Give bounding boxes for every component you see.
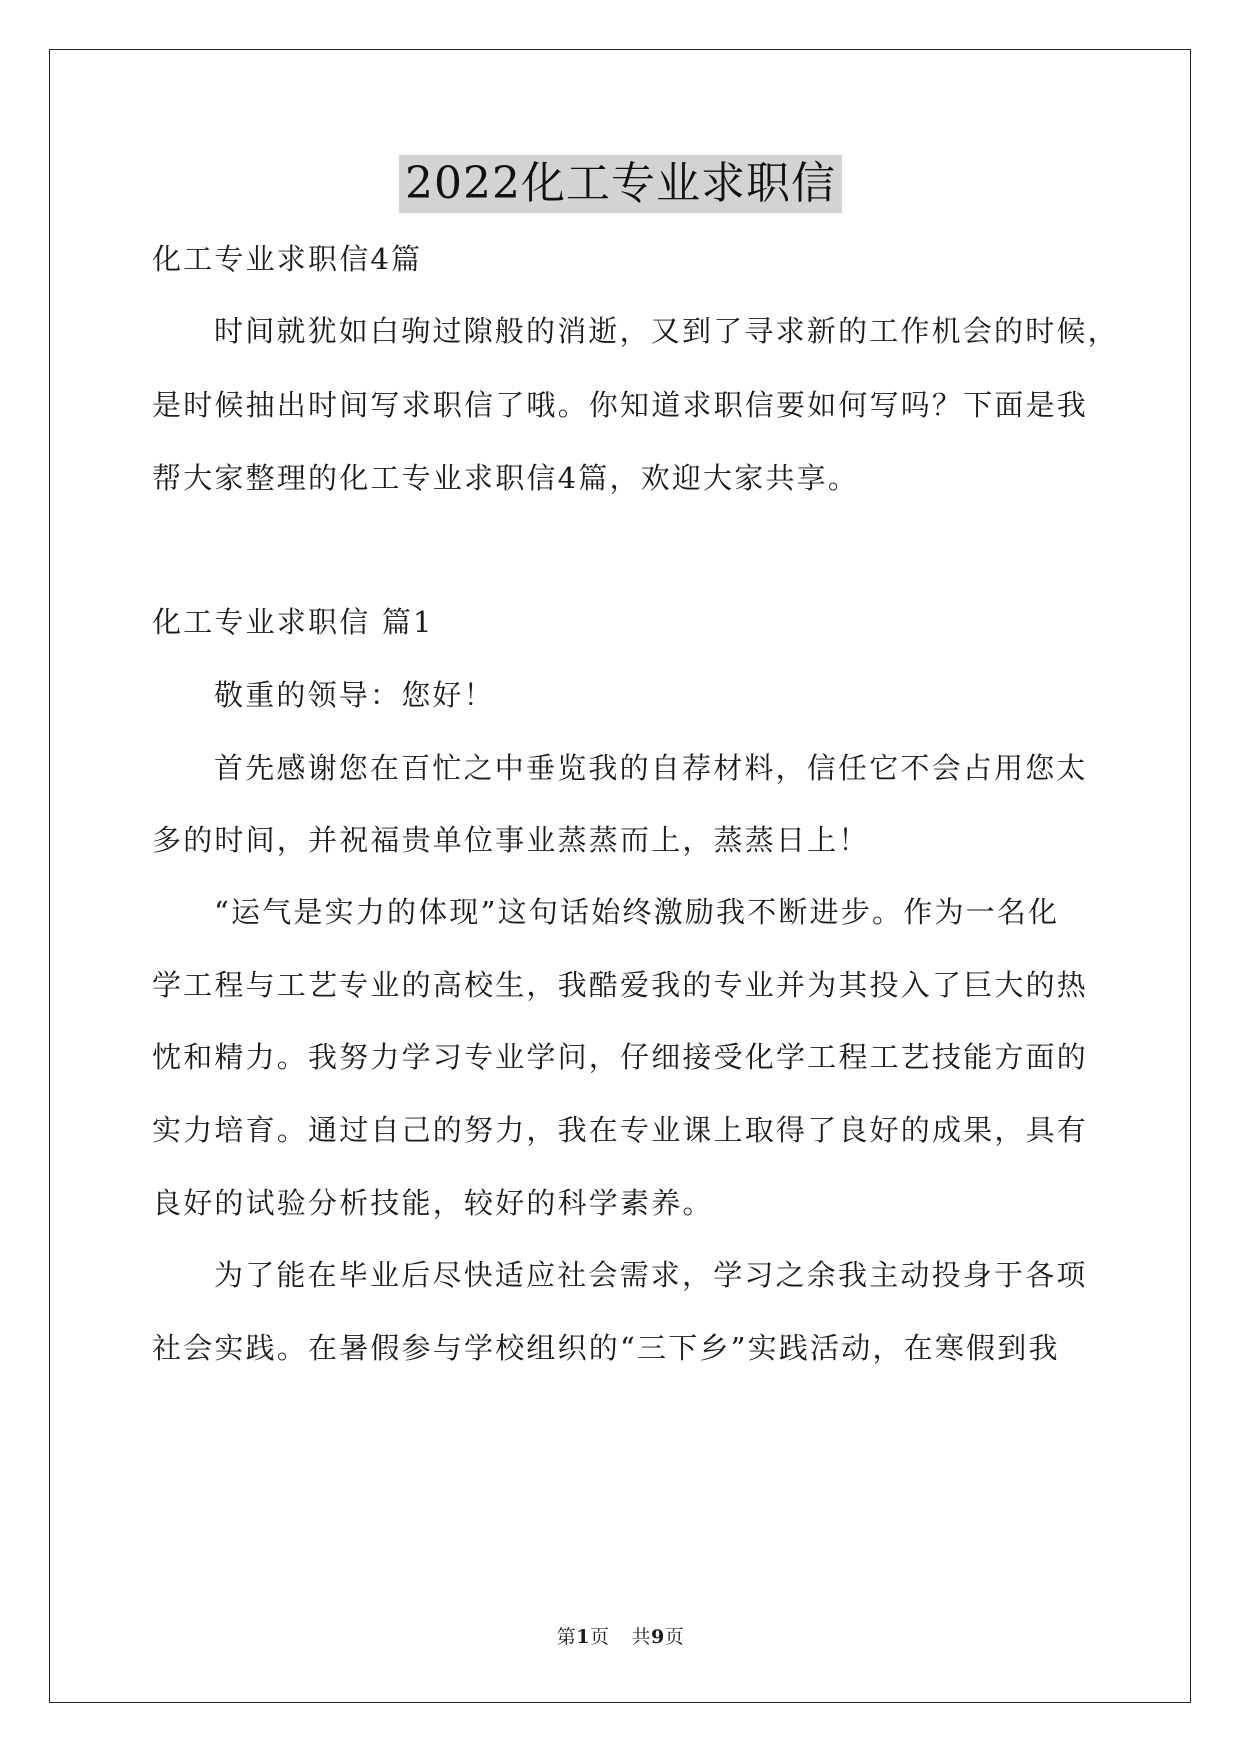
paragraph-line: 时间就犹如白驹过隙般的消逝，又到了寻求新的工作机会的时候， <box>214 314 1119 348</box>
total-suffix: 页 <box>664 1626 685 1648</box>
page-prefix: 第 <box>556 1626 577 1648</box>
page-total: 9 <box>651 1626 665 1648</box>
paragraph-line: 是时候抽出时间写求职信了哦。你知道求职信要如何写吗？下面是我 <box>152 388 1089 422</box>
page-border <box>49 49 1191 1703</box>
title-container <box>0 155 1241 213</box>
paragraph-line: 多的时间，并祝福贵单位事业蒸蒸而上，蒸蒸日上！ <box>152 823 870 857</box>
paragraph-line: “运气是实力的体现”这句话始终激励我不断进步。作为一名化 <box>214 895 1060 929</box>
intro-heading: 化工专业求职信4篇 <box>152 242 423 276</box>
paragraph-line: 帮大家整理的化工专业求职信4篇，欢迎大家共享。 <box>152 461 860 495</box>
section-heading: 化工专业求职信 篇1 <box>152 605 434 639</box>
page-footer <box>0 1625 1241 1649</box>
paragraph-line: 实力培育。通过自己的努力，我在专业课上取得了良好的成果，具有 <box>152 1113 1089 1147</box>
salutation: 敬重的领导：您好！ <box>214 678 495 712</box>
paragraph-line: 社会实践。在暑假参与学校组织的“三下乡”实践活动，在寒假到我 <box>152 1331 1060 1365</box>
paragraph-line: 良好的试验分析技能，较好的科学素养。 <box>152 1186 714 1220</box>
paragraph-line: 为了能在毕业后尽快适应社会需求，学习之余我主动投身于各项 <box>214 1258 1088 1292</box>
total-prefix: 共 <box>631 1626 652 1648</box>
page-number: 1 <box>576 1626 590 1648</box>
paragraph-line: 首先感谢您在百忙之中垂览我的自荐材料，信任它不会占用您太 <box>214 751 1088 785</box>
document-title: 2022化工专业求职信 <box>399 155 842 213</box>
page-suffix: 页 <box>589 1626 610 1648</box>
paragraph-line: 忱和精力。我努力学习专业学问，仔细接受化学工程工艺技能方面的 <box>152 1040 1089 1074</box>
paragraph-line: 学工程与工艺专业的高校生，我酷爱我的专业并为其投入了巨大的热 <box>152 968 1089 1002</box>
